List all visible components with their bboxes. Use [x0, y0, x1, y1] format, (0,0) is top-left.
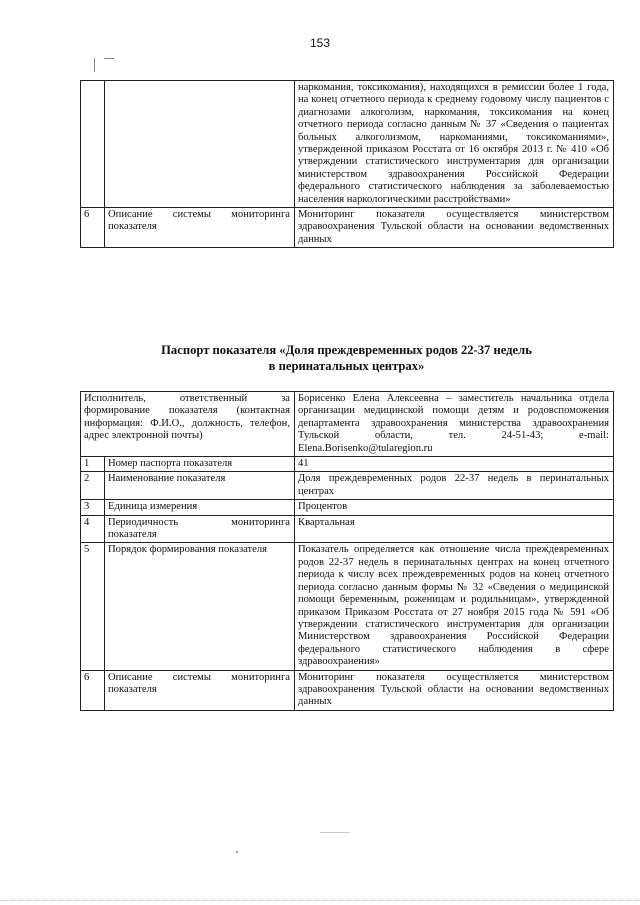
row-number: 4: [81, 515, 105, 543]
row-label: Описание системы мониторинга показателя: [105, 670, 295, 710]
table-row: [81, 208, 614, 248]
scan-artifact: [320, 832, 350, 833]
section-title-line-2: в перинатальных центрах»: [268, 358, 425, 373]
row-value: Мониторинг показателя осуществляется министерством здравоохранения Тульской области на основании ведомственных данных: [295, 670, 614, 710]
row-label: [105, 81, 295, 208]
row-label: Описание системы мониторинга показателя: [105, 208, 295, 248]
row-label: Единица измерения: [105, 500, 295, 515]
scan-mark-line: [104, 58, 114, 59]
row-label: Периодичность мониторинга показателя: [105, 515, 295, 543]
passport-table: [80, 391, 614, 711]
table-row: [81, 472, 614, 500]
row-value: наркомания, токсикомания), находящихся в ремиссии более 1 года, на конец отчетного периода к среднему годовому числу пациентов с диагнозами алкоголизм, наркомания, токсикомания на конец отчетного периода согласно данным № 37 «Сведения о пациентах больных алкоголизмом, наркоманиями, токсикоманиями», утвержденной приказом Росстата от 16 октября 2013 г. № 410 «Об утверждении статистического инструментария для организации министерством здравоохранения Российской Федерации федерального статистического наблюдения за заболеваемостью населения наркологическими расстройствами»: [295, 81, 614, 208]
section-title-line-1: Паспорт показателя «Доля преждевременных родов 22-37 недель: [161, 343, 532, 357]
row-number: 6: [81, 208, 105, 248]
table-row: [81, 543, 614, 670]
table-row: [81, 515, 614, 543]
scan-mark: [94, 58, 107, 72]
row-value: Борисенко Елена Алексеевна – заместитель начальника отдела организации медицинской помощи детям и родовспоможения департамента здравоохранения министерства здравоохранения Тульской области, тел. 24-51-43; e-mail: Elena.Borisenko@tularegion.ru: [295, 392, 614, 457]
scan-dot: [236, 851, 238, 853]
row-number: 1: [81, 457, 105, 472]
table-row: [81, 500, 614, 515]
passport-table-continued: [80, 80, 614, 248]
row-number: 5: [81, 543, 105, 670]
row-value: 41: [295, 457, 614, 472]
scan-footer-line: [0, 900, 640, 902]
table-row: [81, 670, 614, 710]
row-value: Мониторинг показателя осуществляется министерством здравоохранения Тульской области на основании ведомственных данных: [295, 208, 614, 248]
row-label: Номер паспорта показателя: [105, 457, 295, 472]
row-value: Показатель определяется как отношение числа преждевременных родов 22-37 недель в перинатальных центрах на конец отчетного периода к числу всех преждевременных родов на конец отчетного периода согласно данным формы № 32 «Сведения о медицинской помощи беременным, роженицам и родильницам», утвержденной приказом Приказом Росстата от 27 ноября 2015 года № 591 «Об утверждении статистического инструментария для организации Министерством здравоохранения Российской Федерации федерального статистического наблюдения в сфере здравоохранения»: [295, 543, 614, 670]
row-value: Доля преждевременных родов 22-37 недель в перинатальных центрах: [295, 472, 614, 500]
row-number: 6: [81, 670, 105, 710]
row-number: [81, 81, 105, 208]
row-label: Наименование показателя: [105, 472, 295, 500]
row-value: Процентов: [295, 500, 614, 515]
row-label: Порядок формирования показателя: [105, 543, 295, 670]
section-title: [80, 343, 613, 374]
page-number: 153: [309, 36, 331, 50]
table-row: [81, 392, 614, 457]
row-number: 2: [81, 472, 105, 500]
row-label: Исполнитель, ответственный за формирование показателя (контактная информация: Ф.И.О., должность, телефон, адрес электронной почты): [81, 392, 295, 457]
row-value: Квартальная: [295, 515, 614, 543]
table-row: [81, 81, 614, 208]
row-number: 3: [81, 500, 105, 515]
table-row: [81, 457, 614, 472]
